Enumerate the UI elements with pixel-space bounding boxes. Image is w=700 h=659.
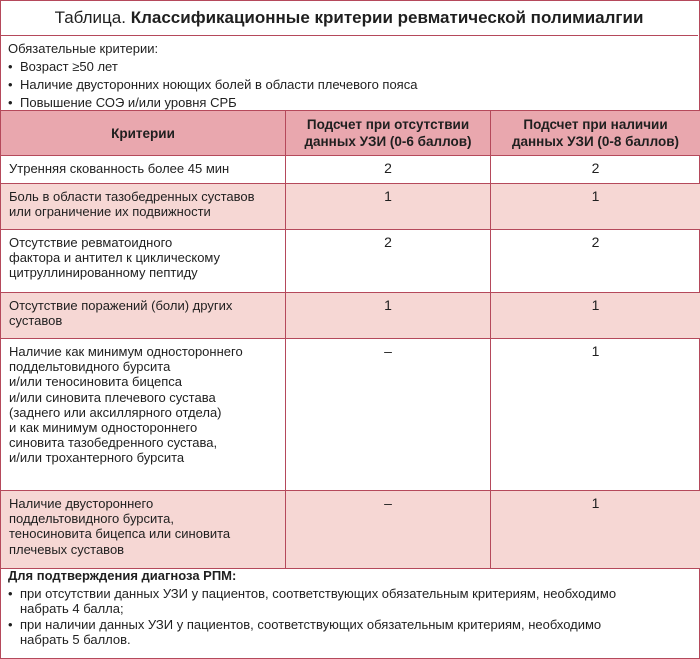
header-no-ultrasound: Подсчет при отсутствии данных УЗИ (0-6 баллов): [286, 111, 491, 156]
table-row: [1, 230, 700, 293]
list-item: • Повышение СОЭ и/или уровня СРБ: [8, 95, 237, 110]
diagnosis-note: [8, 568, 693, 648]
criterion-cell: Утренняя скованность более 45 мин: [1, 156, 286, 184]
title-prefix: Таблица.: [54, 8, 126, 27]
score-with-ultrasound: 1: [491, 491, 700, 569]
criteria-table: [0, 110, 700, 569]
score-with-ultrasound: 2: [491, 156, 700, 184]
table-row: [1, 184, 700, 230]
score-with-ultrasound: 1: [491, 184, 700, 230]
table-row: [1, 293, 700, 339]
bullet-icon: •: [8, 77, 13, 92]
list-item: • при наличии данных УЗИ у пациентов, соответствующих обязательным критериям, необходимо набрать 5 баллов.: [8, 616, 602, 647]
criterion-cell: Отсутствие поражений (боли) других суставов: [1, 293, 286, 339]
criterion-cell: Боль в области тазобедренных суставов или ограничение их подвижности: [1, 184, 286, 230]
header-with-ultrasound: Подсчет при наличии данных УЗИ (0-8 баллов): [491, 111, 700, 156]
mandatory-criteria: [8, 40, 417, 112]
header-criteria: Критерии: [1, 111, 286, 156]
score-no-ultrasound: 1: [286, 293, 491, 339]
score-no-ultrasound: –: [286, 339, 491, 491]
criterion-cell: Наличие как минимум одностороннего поддельтовидного бурсита и/или теносиновита бицепса и/или синовита плечевого сустава (заднего или аксиллярного отдела) и как минимум одностороннего синовита тазобедренного сустава, и/или трохантерного бурсита: [1, 339, 286, 491]
bullet-icon: •: [8, 59, 13, 74]
title-main: Классификационные критерии ревматической полимиалгии: [130, 8, 644, 27]
list-item: • при отсутствии данных УЗИ у пациентов, соответствующих обязательным критериям, необходимо набрать 4 балла;: [8, 585, 617, 616]
score-no-ultrasound: 2: [286, 156, 491, 184]
bullet-icon: •: [8, 585, 13, 601]
score-no-ultrasound: 2: [286, 230, 491, 293]
table-row: [1, 491, 700, 569]
page-title: [0, 0, 698, 36]
bullet-icon: •: [8, 95, 13, 110]
score-with-ultrasound: 2: [491, 230, 700, 293]
score-with-ultrasound: 1: [491, 293, 700, 339]
score-no-ultrasound: –: [286, 491, 491, 569]
table-row: [1, 339, 700, 491]
list-item: • Наличие двусторонних ноющих болей в области плечевого пояса: [8, 77, 418, 92]
criterion-cell: Наличие двустороннего поддельтовидного бурсита, теносиновита бицепса или синовита плечевых суставов: [1, 491, 286, 569]
score-no-ultrasound: 1: [286, 184, 491, 230]
table-row: [1, 156, 700, 184]
score-with-ultrasound: 1: [491, 339, 700, 491]
table-header-row: [1, 111, 700, 156]
criterion-cell: Отсутствие ревматоидного фактора и антител к циклическому цитруллинированному пептиду: [1, 230, 286, 293]
list-item: • Возраст ≥50 лет: [8, 59, 118, 74]
mandatory-heading: Обязательные критерии:: [8, 41, 159, 56]
note-heading: Для подтверждения диагноза РПМ:: [8, 568, 237, 583]
bullet-icon: •: [8, 616, 13, 632]
